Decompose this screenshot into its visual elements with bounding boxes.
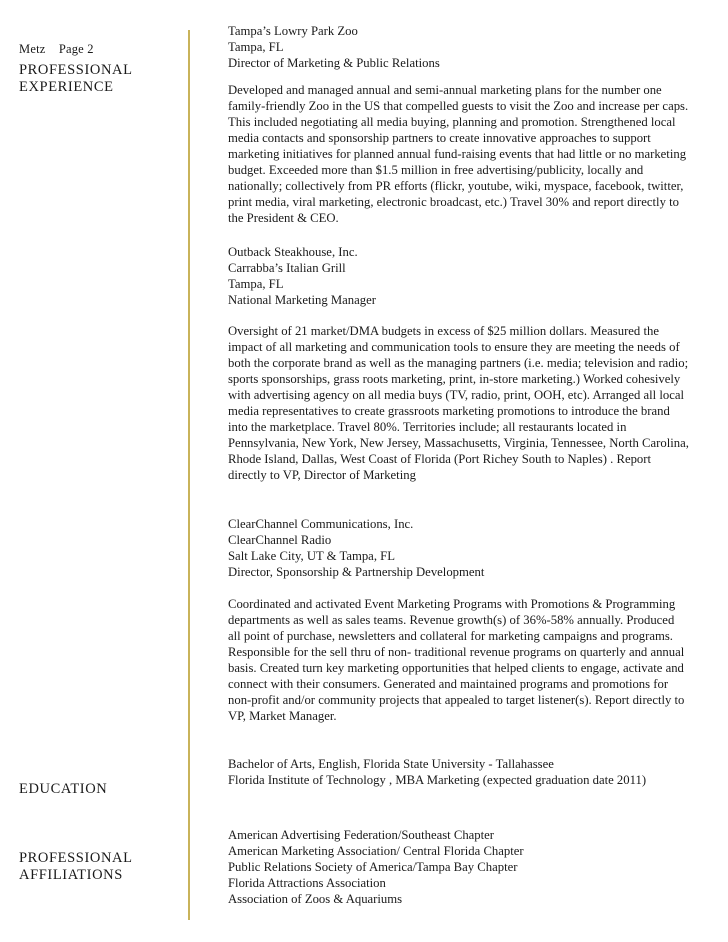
job-location: Salt Lake City, UT & Tampa, FL xyxy=(228,549,395,563)
education-item: Bachelor of Arts, English, Florida State University - Tallahassee xyxy=(228,757,554,771)
section-label-line: PROFESSIONAL xyxy=(19,62,133,78)
job-heading xyxy=(228,516,690,580)
job-location: Tampa, FL xyxy=(228,40,284,54)
page-header xyxy=(19,42,104,57)
job-employer: Outback Steakhouse, Inc. xyxy=(228,245,358,259)
job-title: Director of Marketing & Public Relations xyxy=(228,56,440,70)
education-item: Florida Institute of Technology , MBA Marketing (expected graduation date 2011) xyxy=(228,773,647,787)
affiliation-item: Florida Attractions Association xyxy=(228,876,386,890)
header-name: Metz xyxy=(19,42,46,56)
job-heading xyxy=(228,23,690,71)
section-label-experience xyxy=(19,62,133,96)
job-employer-division: ClearChannel Radio xyxy=(228,533,332,547)
section-label-line: EDUCATION xyxy=(19,781,108,797)
job-employer: ClearChannel Communications, Inc. xyxy=(228,517,414,531)
affiliations-list xyxy=(228,827,690,907)
job-description xyxy=(228,82,690,226)
job-title: National Marketing Manager xyxy=(228,293,376,307)
vertical-divider xyxy=(188,30,190,920)
job-title: Director, Sponsorship & Partnership Development xyxy=(228,565,485,579)
affiliation-item: Association of Zoos & Aquariums xyxy=(228,892,403,906)
job-description xyxy=(228,323,690,483)
job-heading xyxy=(228,244,690,308)
header-page-number: Page 2 xyxy=(58,42,94,56)
job-description-text: Coordinated and activated Event Marketing Programs with Promotions & Programming departments as well as sales teams. Revenue growth(s) of 36%-58% annually. Produced all point of purchase, newsletters and collateral for marketing campaigns and programs. Responsible for the sell thru of non- traditional revenue programs on quarterly and annual basis. Created turn key marketing opportunities that helped clients to engage, activate and connect with their consumers. Generated and maintained programs and promotions for non-profit and/or community projects that appealed to target listener(s). Report directly to VP, Market Manager. xyxy=(228,597,685,723)
job-description-text: Developed and managed annual and semi-annual marketing plans for the number one family-friendly Zoo in the US that compelled guests to visit the Zoo and increase per caps. This included negotiating all media buying, planning and promotion. Strengthened local media contacts and sponsorship partners to create innovative approaches to support marketing initiatives for planned annual fund-raising events that had little or no marketing budget. Exceeded more than $1.5 million in free advertising/publicity, locally and nationally; collectively from PR efforts (flickr, youtube, wiki, myspace, facebook, twitter, print media, viral marketing, electronic broadcast, etc.) Travel 30% and report directly to the President & CEO. xyxy=(228,83,689,225)
affiliation-item: American Marketing Association/ Central Florida Chapter xyxy=(228,844,524,858)
section-label-line: EXPERIENCE xyxy=(19,79,114,95)
section-label-affiliations xyxy=(19,850,133,884)
job-description-text: Oversight of 21 market/DMA budgets in excess of $25 million dollars. Measured the impact of all marketing and communication tools to ensure they are meeting the needs of both the corporate brand as well as the managing partners (i.e. media; television and radio; sports sponsorships, grass roots marketing, print, in-store marketing.) Worked cohesively with advertising agency on all media buys (TV, radio, print, OOH, etc). Arranged all local media representatives to create grassroots marketing promotions to introduce the brand into the marketplace. Travel 80%. Territories include; all restaurants located in Pennsylvania, New York, New Jersey, Massachusetts, Virginia, Tennessee, North Carolina, Rhode Island, Dallas, West Coast of Florida (Port Richey South to Naples) . Report directly to VP, Director of Marketing xyxy=(228,324,689,482)
affiliation-item: Public Relations Society of America/Tampa Bay Chapter xyxy=(228,860,518,874)
job-employer: Tampa’s Lowry Park Zoo xyxy=(228,24,358,38)
job-description xyxy=(228,596,690,724)
section-label-line: PROFESSIONAL xyxy=(19,850,133,866)
job-employer-brand: Carrabba’s Italian Grill xyxy=(228,261,346,275)
section-label-education xyxy=(19,781,107,798)
education-list xyxy=(228,756,690,788)
job-location: Tampa, FL xyxy=(228,277,284,291)
affiliation-item: American Advertising Federation/Southeast Chapter xyxy=(228,828,495,842)
section-label-line: AFFILIATIONS xyxy=(19,867,123,883)
